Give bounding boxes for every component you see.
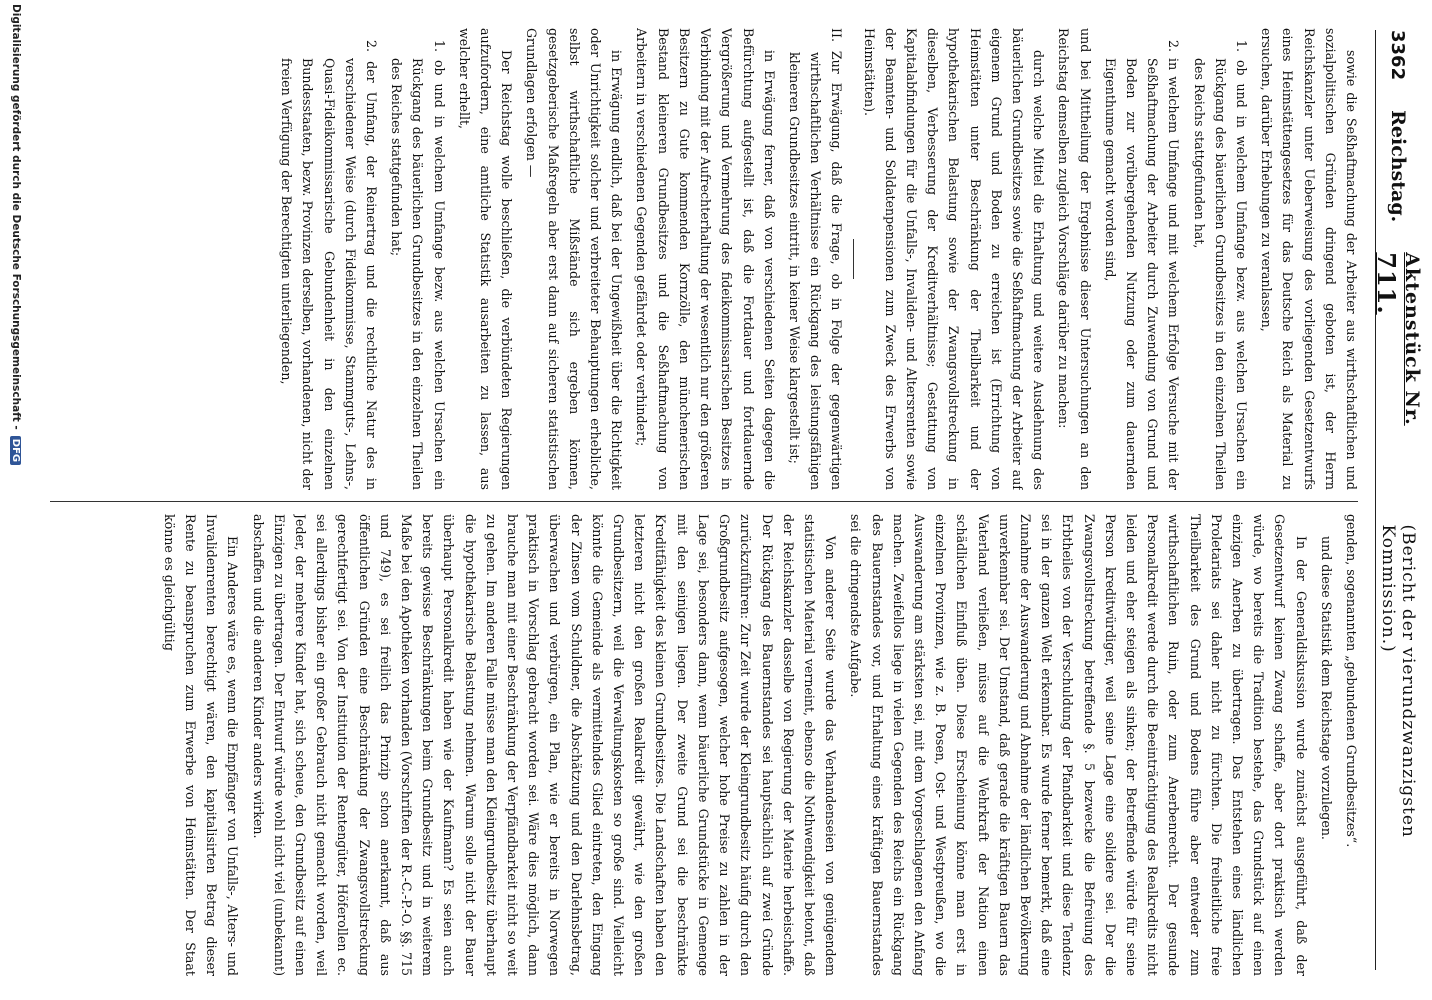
paragraph: In der Generaldiskussion wurde zunächst ausgeführt, daß der Gesetzentwurf keinen Zwang schaffe, aber dort praktisch werden würde, wo bereits die Tradition bestehe, das Grundstück auf einen einzigen Anerben zu übertragen. Das Entstehen eines ländlichen Proletariats sei daher nicht zu fürchten. Die freiheitliche freie Theilbarkeit des Grund und Bodens führe aber entweder zum wirthschaftlichen Ruin, oder zum Anerbenrecht. Der gesunde Personalkredit werde durch die Beeinträchtigung des Realkredits nicht leiden und eher steigen als sinken; der Betreffende würde für seine Person kreditwürdiger, weil seine Lage eine solidere sei. Der die Zwangsvollstreckung betreffende §. 5 bezwecke die Befreiung des Erbtheiles von der Verschuldung der Pfandbarkeit und diese Tendenz sei in der ganzen Welt erkennbar. Es wurde ferner bemerkt, daß eine Zunahme der Auswanderung und Abnahme der ländlichen Bevölkerung unverkennbar sei. Der Umstand, daß gerade die kräftigen Bauern das Vaterland verließen, müsse auf die Wehrkraft der Nation einen schädlichen Einfluß üben. Diese Erscheinung könne man erst in einzelnen Provinzen, wie z. B. Posen, Ost- und Westpreußen, wo die Auswanderung am stärksten sei, mit dem Vorgeschlagenen den Anfang machen. Zweifellos liege in vielen Gegenden des Reichs ein Rückgang des Bauernstandes vor, und Erhaltung eines kräftigen Bauernstandes sei die dringendste Aufgabe. <box>848 514 1309 976</box>
paragraph: Ein Anderes wäre es, wenn die Empfänger von Unfalls-, Alters- und Invalidenrenten berechtigt wären, den kapitalisirten Betrag dieser Rente zu beanspruchen zum Erwerbe von Heimstätten. Der Staat könne es gleichgültig <box>161 514 241 976</box>
paragraph: durch welche Mittel die Erhaltung und weitere Ausdehnung des bäuerlichen Grundbesitzes sowie die Seßhaftmachung der Arbeiter auf eigenem Grund und Boden zu erreichen ist (Errichtung von Heimstätten unter Beschränkung der Theilbarkeit und der hypothekarischen Belastung sowie der Zwangsvollstreckung in dieselben, Verbesserung der Kreditverhältnisse; Gestattung von Kapitalabfindungen für die Unfalls-, Invaliden- und Altersrenten sowie der Beamten- und Soldatenpensionen zum Zweck des Erwerbs von Heimstätten). <box>861 28 1047 490</box>
header-rule <box>1375 30 1376 970</box>
dfg-logo: DFG <box>11 436 22 465</box>
section-paragraph: II. Zur Erwägung, daß die Frage, ob in Folge der gegenwärtigen wirthschaftlichen Verhältnisse ein Rückgang des leistungsfähigen kleineren Grundbesitzes eintritt, in keiner Weise klargestellt ist; <box>786 28 845 490</box>
document-label: Aktenstück Nr. <box>1401 252 1424 426</box>
paragraph: genden, sogenannten „gebundenen Grundbesitzes“. <box>1344 514 1359 848</box>
paragraph: sowie die Seßhaftmachung der Arbeiter aus wirthschaftlichen und sozialpolitischen Gründen dringend geboten ist, der Herrn Reichskanzler unter Ueberweisung des vorliegenden Gesetzentwurfs eines Heimstättengesetzes für das Deutsche Reich als Material zu ersuchen, darüber Erhebungen zu veranlassen, <box>1259 28 1359 490</box>
journal-title: Reichstag. <box>1387 110 1409 223</box>
document-number-value: 711. <box>1372 252 1402 315</box>
document-subtitle: (Bericht der vierundzwanzigsten Kommission.) <box>1378 524 1418 838</box>
credit-text: Digitalisierung gefördert durch die Deutsche Forschungsgemeinschaft - <box>10 4 22 430</box>
paragraph: in Erwägung ferner, daß von verschiedenen Seiten dagegen die Befürchtung aufgestellt ist, daß die Fortdauer und fortdauernde Vergrößerung und Vermehrung des fideikommissarischen Besitzes in Verbindung mit der Aufrechterhaltung der wesentlich nur den größeren Besitzern zu Gute kommenden Kornzölle, den münchenerischen Bestand kleineren Grundbesitzes und die Seßhaftmachung von Arbeitern in verschiedenen Gegenden gefährdet oder verhindert; <box>634 28 777 490</box>
paragraph: in Erwägung endlich, daß bei der Ungewißheit über die Richtigkeit oder Unrichtigkeit solcher und verbreiteter Behauptungen erhebliche, selbst wirthschaftliche Mißstände sich ergeben können, gesetzgeberische Maßregeln aber erst dann auf sicheren statistischen Grundlagen erfolgen — <box>524 28 625 490</box>
numbered-item: 2. der Umfang, der Reinertrag und die rechtliche Natur des in verschiedener Weise (durch Fideikommisse, Stammguts-, Lehns-, Quasi-Fideikommissarische Gebundenheit in den einzelnen Bundesstaaten, bezw. Provinzen derselben, vorhandenen, nicht der freien Verfügung der Berechtigten unterliegenden, <box>279 40 380 490</box>
paragraph: Der Reichstag wolle beschließen, die verbündeten Regierungen aufzufordern, eine amtliche Statistik ausarbeiten zu lassen, aus welcher erhellt, <box>456 28 515 490</box>
document-number <box>1373 252 1424 494</box>
paragraph: und diese Statistik dem Reichstage vorzulegen. <box>1318 536 1334 840</box>
numbered-item: 1. ob und in welchem Umfange bezw. aus welchen Ursachen ein Rückgang des bäuerlichen Grundbesitzes in den einzelnen Theilen des Reiches stattgefunden hat; <box>389 40 447 490</box>
numbered-item: 1. ob und in welchem Umfange bezw. aus welchen Ursachen ein Rückgang des bäuerlichen Grundbesitzes in den einzelnen Theilen des Reichs stattgefunden hat, <box>1191 40 1249 490</box>
paragraph: Von anderer Seite wurde das Verhandenseien von genügendem statistischen Material verneint, ebenso die Nothwendigkeit betont, daß der Reichskanzler dasselbe von Regierung der Materie herbeischaffe. Der Rückgang des Bauernstandes sei hauptsächlich auf zwei Gründe zurückzuführen: Zur Zeit wurde der Kleingrundbesitz häufig durch den Großgrundbesitz aufgesogen, welcher hohe Preise zu zahlen in der Lage sei, besonders dann, wenn bäuerliche Grundstücke in Gemenge mit den seinigen liegen. Der zweite Grund sei die beschränkte Kreditfähigkeit des kleinen Grundbesitzes. Die Landschaften haben den letzteren nicht den großen Realkredit gewährt, wie den großen Grundbesitzern, weil die Verwaltungskosten so große sind. Vielleicht könnte die Gemeinde als vermittelndes Glied eintreten, den Eingang der Zinsen vom Schuldner, die Abschätzung und den Darlehnsbetrag, überwachen und verbürgen, ein Plan, wie er bereits in Norwegen praktisch in Vorschlag gebracht worden sei. Wäre dies möglich, dann brauche man mit einer Beschränkung der Verpfändbarkeit nicht so weit zu gehen. Im anderen Falle müsse man den Kleingrundbesitz überhaupt die hypothekarische Belastung nehmen. Warum solle nicht der Bauer überhaupt Personalkredit haben wie der Kaufmann? Es seien auch bereits gewisse Beschränkungen beim Grundbesitz und in weiterem Maße bei den Apotheken vorhanden (Vorschriften der R.-C.-P.-O. §§. 715 und 749), es sei freilich das Prinzip schon anerkannt, daß aus öffentlichen Gründen eine Beschränkung der Zwangsvollstreckung gerechtfertigt sei. Von der Institution der Rentengüter, Höferollen ec. sei allerdings bisher ein großer Gebrauch nicht gemacht worden, weil Jeder, der mehrere Kinder hat, sich scheue, den Grundbesitz auf einen Einzigen zu übertragen. Der Entwurf würde wohl nicht viel (unbekannt) abschaffen und die anderen Kinder anders wirken. <box>250 514 839 976</box>
numbered-item: 2. in welchem Umfange und mit welchem Erfolge Versuche mit der Seßhaftmachung der Arbeiter durch Zuwendung von Grund und Boden zur vorübergehenden Nutzung oder zum dauernden Eigenthume gemacht worden sind, <box>1102 40 1182 490</box>
paragraph: und bei Mittheilung der Ergebnisse dieser Untersuchungen an den Reichstag demselben zugleich Vorschläge darüber zu machen: <box>1056 28 1093 490</box>
digitization-credit <box>10 4 22 465</box>
section-divider <box>853 239 854 279</box>
page-number: 3362 <box>1387 30 1409 81</box>
page-header <box>1372 30 1424 970</box>
left-column <box>40 28 1362 490</box>
right-column <box>40 514 1362 976</box>
column-rule <box>50 501 1358 502</box>
